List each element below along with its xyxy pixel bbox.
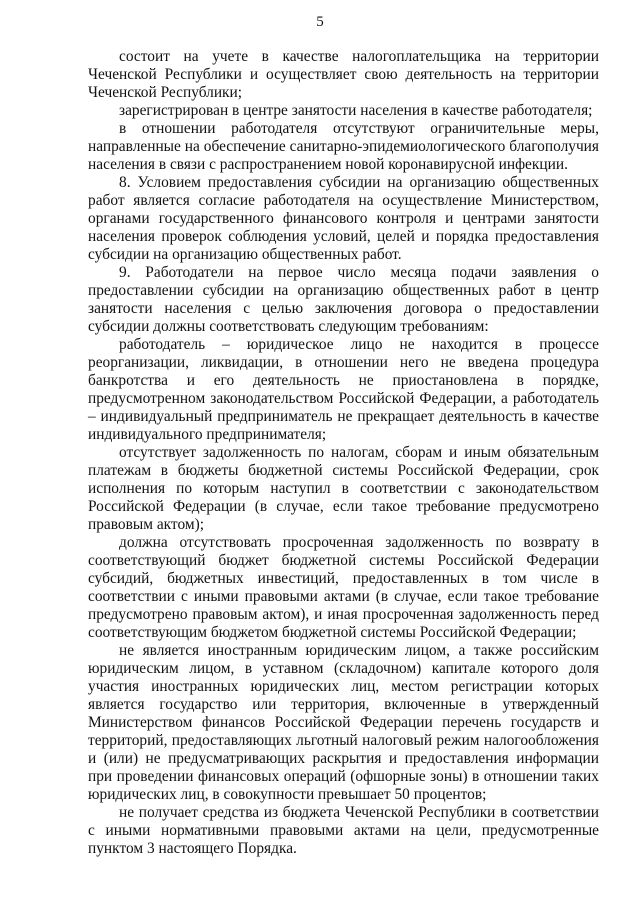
paragraph-clause-8: 8. Условием предоставления субсидии на организацию общественных работ является согласие работодателя на осуществление Министерством, органами государственного финансового контроля и центрами занятости населения проверок соблюдения условий, целей и порядка предоставления субсидии на организацию общественных работ. [88,174,599,263]
paragraph-no-other-funding: не получает средства из бюджета Чеченской Республики в соответствии с иными нормативными правовыми актами на цели, предусмотренные пунктом 3 настоящего Порядка. [88,804,599,857]
paragraph-no-overdue-debt: должна отсутствовать просроченная задолженность по возврату в соответствующий бюджет бюджетной системы Российской Федерации субсидий, бюджетных инвестиций, предоставленных в том числе в соответствии с иными правовыми актами (в случае, если такое требование предусмотрено правовым актом), и иная просроченная задолженность перед соответствующим бюджетом бюджетной системы Российской Федерации; [88,534,599,641]
paragraph-no-reorganization: работодатель – юридическое лицо не находится в процессе реорганизации, ликвидации, в отношении него не введена процедура банкротства и его деятельность не приостановлена в порядке, предусмотренном законодательством Российской Федерации, а работодатель – индивидуальный предприниматель не прекращает деятельность в качестве индивидуального предпринимателя; [88,336,599,443]
document-body [88,48,599,858]
page-number: 5 [316,14,324,30]
paragraph-no-tax-debt: отсутствует задолженность по налогам, сборам и иным обязательным платежам в бюджеты бюджетной системы Российской Федерации, срок исполнения по которым наступил в соответствии с законодательством Российской Федерации (в случае, если такое требование предусмотрено правовым актом); [88,444,599,533]
paragraph-clause-9: 9. Работодатели на первое число месяца подачи заявления о предоставлении субсидии на организацию общественных работ в центр занятости населения с целью заключения договора о предоставлении субсидии должны соответствовать следующим требованиям: [88,264,599,335]
paragraph-tax-registration: состоит на учете в качестве налогоплательщика на территории Чеченской Республики и осуществляет свою деятельность на территории Чеченской Республики; [88,48,599,101]
paragraph-employment-center-registration: зарегистрирован в центре занятости населения в качестве работодателя; [119,102,593,119]
paragraph-no-restrictions: в отношении работодателя отсутствуют ограничительные меры, направленные на обеспечение санитарно-эпидемиологического благополучия населения в связи с распространением новой коронавирусной инфекции. [88,120,599,173]
paragraph-not-foreign-entity: не является иностранным юридическим лицом, а также российским юридическим лицом, в уставном (складочном) капитале которого доля участия иностранных юридических лиц, местом регистрации которых является государство или территория, включенные в утвержденный Министерством финансов Российской Федерации перечень государств и территорий, предоставляющих льготный налоговый режим налогообложения и (или) не предусматривающих раскрытия и предоставления информации при проведении финансовых операций (офшорные зоны) в отношении таких юридических лиц, в совокупности превышает 50 процентов; [88,642,599,803]
